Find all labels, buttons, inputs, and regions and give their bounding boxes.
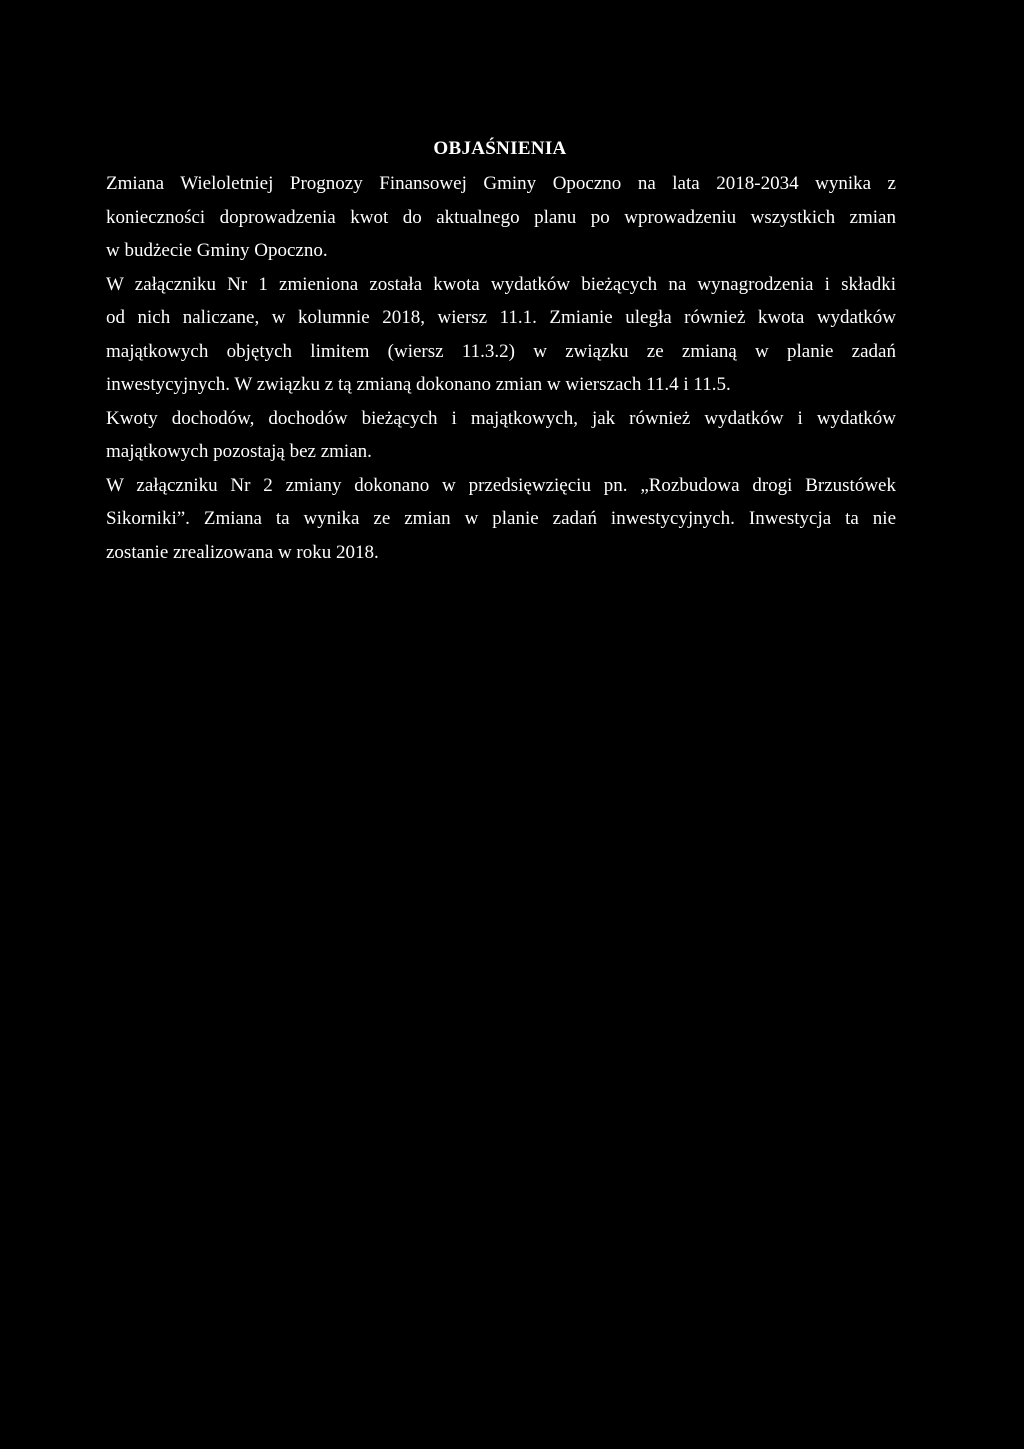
document-body: [106, 167, 896, 569]
paragraph-line: Zmiana Wieloletniej Prognozy Finansowej Gminy Opoczno na lata 2018-2034 wynika z: [106, 173, 896, 194]
paragraph-line: majątkowych objętych limitem (wiersz 11.3.2) w związku ze zmianą w planie zadań: [106, 340, 896, 362]
paragraph-line: konieczności doprowadzenia kwot do aktualnego planu po wprowadzeniu wszystkich zmian: [106, 206, 896, 228]
paragraph-line: zostanie zrealizowana w roku 2018.: [106, 541, 379, 563]
paragraph-line: Kwoty dochodów, dochodów bieżących i majątkowych, jak również wydatków i wydatków: [106, 407, 896, 429]
paragraph-line: inwestycyjnych. W związku z tą zmianą dokonano zmian w wierszach 11.4 i 11.5.: [106, 374, 731, 395]
paragraph-line: od nich naliczane, w kolumnie 2018, wiersz 11.1. Zmianie uległa również kwota wydatków: [106, 307, 896, 328]
paragraph-line: W załączniku Nr 2 zmiany dokonano w przedsięwzięciu pn. „Rozbudowa drogi Brzustówek: [106, 474, 896, 496]
paragraph-line: Sikorniki”. Zmiana ta wynika ze zmian w planie zadań inwestycyjnych. Inwestycja ta nie: [106, 508, 896, 529]
paragraph-3: [106, 402, 896, 469]
paragraph-line: w budżecie Gminy Opoczno.: [106, 240, 328, 261]
paragraph-2: [106, 268, 896, 402]
paragraph-4: [106, 469, 896, 570]
paragraph-line: W załączniku Nr 1 zmieniona została kwota wydatków bieżących na wynagrodzenia i składki: [106, 273, 896, 295]
paragraph-1: [106, 167, 896, 268]
document-title: OBJAŚNIENIA: [433, 138, 567, 159]
paragraph-line: majątkowych pozostają bez zmian.: [106, 441, 372, 462]
